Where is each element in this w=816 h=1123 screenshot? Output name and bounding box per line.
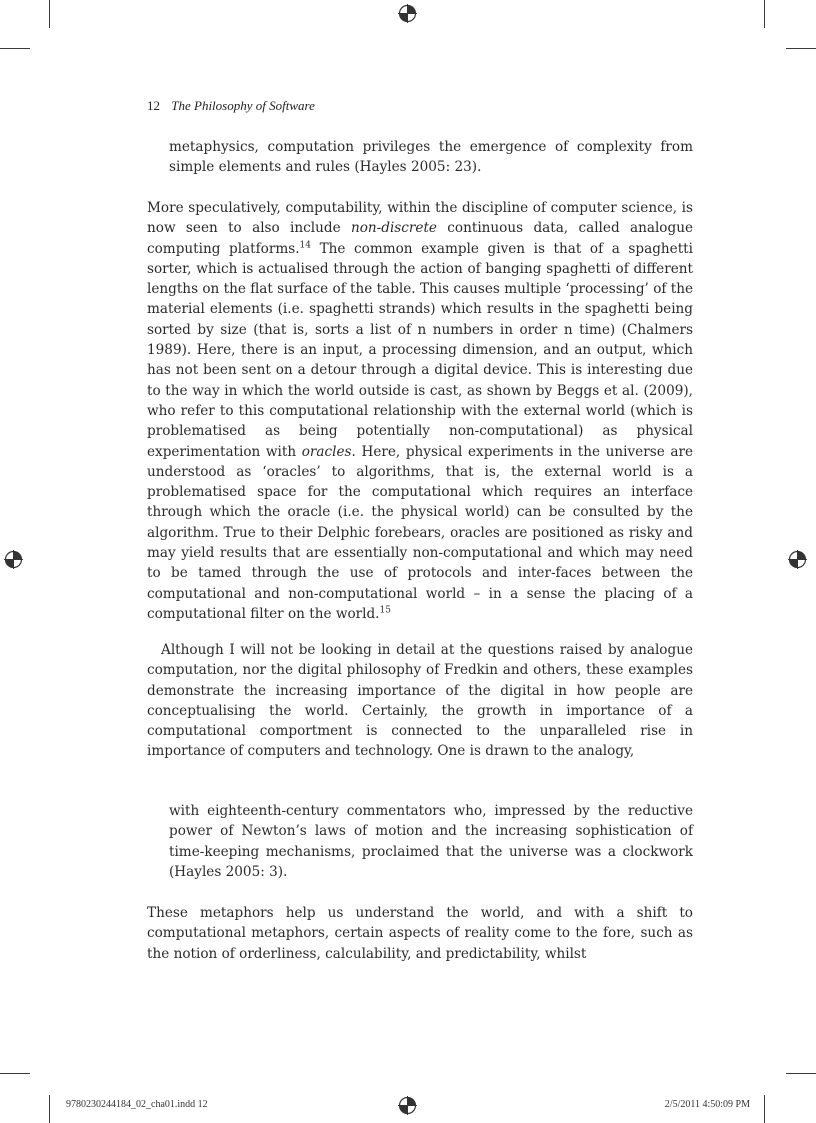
footnote-ref-15: 15 (379, 605, 391, 616)
body-paragraph-2-text: Although I will not be looking in detail at the questions raised by analogue computation, nor the digital philosophy of Fredkin and others, these examples demonstrate the increasing importance of the digital in how people are conceptualising the world. Certainly, the growth in importance of a computational comportment is connected to the unparalleled rise in importance of computers and technology. One is drawn to the analogy, (147, 642, 693, 760)
trim-mark-right-lower (786, 1073, 816, 1074)
running-head (147, 98, 315, 114)
crop-mark-bottom-right (764, 1095, 765, 1123)
trim-mark-right-upper (786, 48, 816, 49)
page-number: 12 (147, 98, 160, 113)
paragraph-1-part-c: The common example given is that of a spaghetti sorter, which is actualised through the action of banging spaghetti of different lengths on the flat surface of the table. This causes multiple ‘processing’ of the material elements (i.e. spaghetti strands) which results in the spaghetti being sorted by size (that is, sorts a list of n numbers in order n time) (Chalmers 1989). Here, there is an input, a processing dimension, and an output, which has not been sent on a detour through a digital device. This is interesting due to the way in which the world outside is cast, as shown by Beggs et al. (2009), who refer to this computational relationship with the external world (which is problematised as being potentially non-computational) as physical experimentation with (147, 240, 693, 460)
paragraph-1-part-a: More speculatively, computability, within the discipline of computer science, is now seen to also include (147, 200, 693, 237)
paragraph-1-italic-term-2: oracles (301, 443, 352, 460)
registration-target-icon-top (398, 4, 417, 23)
paragraph-1-part-d: . Here, physical experiments in the universe are understood as ‘oracles’ to algorithms, that is, the external world is a problematised space for the computational which requires an interface through which the oracle (i.e. the physical world) can be consulted by the algorithm. True to their Delphic forebears, oracles are positioned as risky and may yield results that are essentially non-computational and which may need to be tamed through the use of protocols and inter-faces between the computational and non-computational world – in a sense the placing of a computational filter on the world. (147, 443, 694, 622)
paragraph-1-part-b: continuous data, called analogue computing platforms. (147, 220, 693, 257)
crop-mark-bottom-left (49, 1095, 50, 1123)
trim-mark-left-lower (0, 1073, 30, 1074)
body-paragraph-1 (147, 198, 693, 624)
body-paragraph-2 (147, 640, 693, 762)
body-paragraph-1-text (147, 198, 693, 624)
block-quote-2-text: with eighteenth-century commentators who, impressed by the reductive power of Newton’s laws of motion and the increasing sophistication of time-keeping mechanisms, proclaimed that the universe was a clockwork (Hayles 2005: 3). (169, 803, 693, 880)
registration-target-icon-right (788, 550, 807, 569)
slug-file-info: 9780230244184_02_cha01.indd 12 (66, 1099, 208, 1110)
crop-mark-top-left (49, 0, 50, 28)
body-paragraph-3 (147, 903, 693, 964)
block-quote-1-text: metaphysics, computation privileges the emergence of complexity from simple elements and rules (Hayles 2005: 23). (169, 139, 693, 176)
body-paragraph-3-text: These metaphors help us understand the world, and with a shift to computational metaphors, certain aspects of reality come to the fore, such as the notion of orderliness, calculability, and predictability, whilst (147, 905, 693, 962)
registration-target-icon-bottom (398, 1096, 417, 1115)
block-quote-1 (147, 137, 693, 178)
crop-mark-top-right (764, 0, 765, 28)
block-quote-2 (147, 801, 693, 882)
book-title: The Philosophy of Software (171, 98, 315, 113)
trim-mark-left-upper (0, 48, 30, 49)
paragraph-1-italic-term-1: non-discrete (350, 220, 437, 237)
footnote-ref-14: 14 (299, 240, 311, 251)
registration-target-icon-left (4, 550, 23, 569)
slug-timestamp: 2/5/2011 4:50:09 PM (664, 1099, 750, 1110)
